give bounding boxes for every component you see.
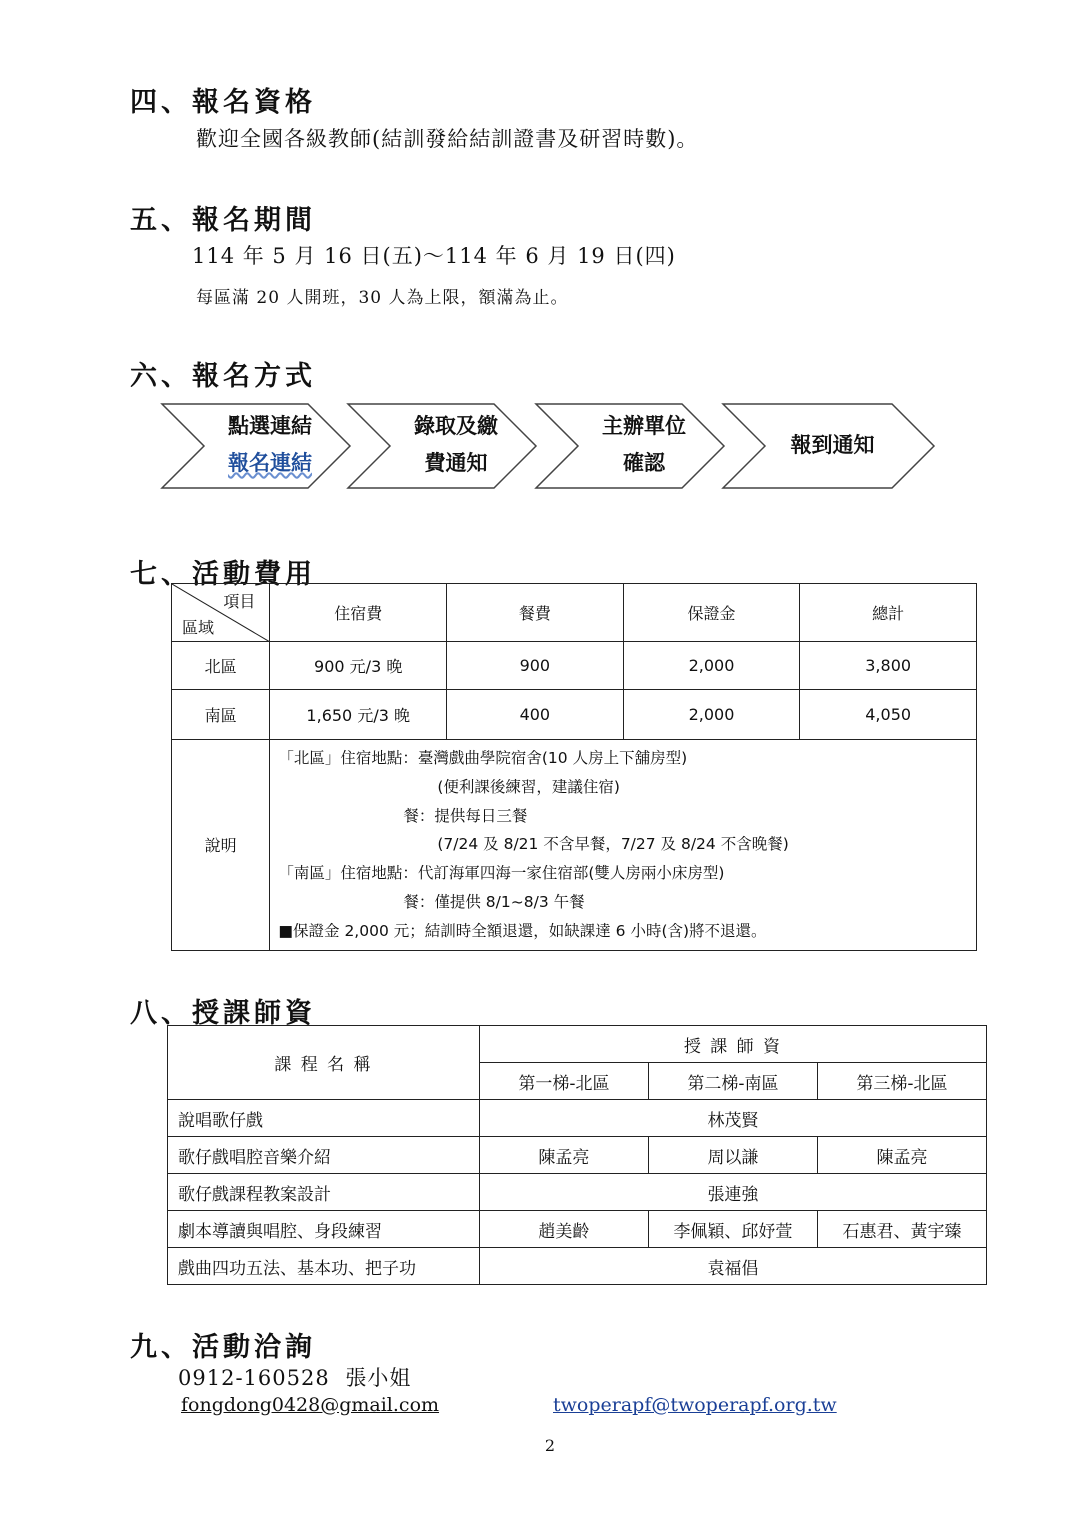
flow-step-4-line1: 報到通知 — [790, 433, 875, 457]
page-number: 2 — [544, 1436, 556, 1455]
contact-phone: 0912-160528 — [178, 1366, 330, 1390]
table-row — [168, 1211, 987, 1248]
fee-cell: 1,650 元/3 晚 — [270, 690, 447, 740]
flow-step-2-line1: 錄取及繳 — [414, 414, 498, 438]
fee-corner-cell — [172, 584, 270, 642]
section-title-contact: 九、活動洽詢 — [130, 1332, 316, 1363]
fee-header-deposit: 保證金 — [623, 584, 800, 642]
course-name: 說唱歌仔戲 — [168, 1100, 480, 1137]
section-title-instructors: 八、授課師資 — [130, 998, 316, 1029]
instructor-session-3: 陳孟亮 — [817, 1137, 986, 1174]
note-north-meals: 餐：提供每日三餐 — [403, 806, 528, 825]
class-size-note: 每區滿 20 人開班，30 人為上限，額滿為止。 — [196, 288, 569, 308]
section-title-eligibility: 四、報名資格 — [130, 87, 316, 118]
session-3-header: 第三梯-北區 — [817, 1063, 986, 1100]
instructor-all-sessions: 林茂賢 — [479, 1100, 986, 1137]
instructor-session-2: 李佩穎、邱妤萱 — [648, 1211, 817, 1248]
fee-header-lodging: 住宿費 — [270, 584, 447, 642]
fee-header-row — [172, 584, 977, 642]
eligibility-text: 歡迎全國各級教師(結訓發給結訓證書及研習時數)。 — [196, 127, 699, 151]
instructor-session-2: 周以謙 — [648, 1137, 817, 1174]
instructor-session-3: 石惠君、黃宇臻 — [817, 1211, 986, 1248]
flow-step-3-line1: 主辦單位 — [602, 414, 686, 438]
corner-region-label: 區域 — [182, 618, 215, 637]
instructor-table — [167, 1025, 987, 1285]
fee-cell: 400 — [447, 690, 624, 740]
note-north-lodging-detail: (便利課後練習，建議住宿) — [437, 777, 620, 796]
note-south-lodging: 「南區」住宿地點：代訂海軍四海一家住宿部(雙人房兩小床房型) — [278, 864, 725, 883]
instructor-header: 授 課 師 資 — [479, 1026, 986, 1063]
fee-row-south — [172, 690, 977, 740]
fee-cell: 4,050 — [800, 690, 977, 740]
fee-cell: 900 — [447, 642, 624, 690]
fee-cell: 3,800 — [800, 642, 977, 690]
fee-row-north — [172, 642, 977, 690]
note-north-lodging: 「北區」住宿地點：臺灣戲曲學院宿舍(10 人房上下舖房型) — [278, 749, 688, 767]
fee-notes-label: 說明 — [172, 740, 270, 951]
course-name-header: 課 程 名 稱 — [168, 1026, 480, 1100]
fee-region-north: 北區 — [172, 642, 270, 690]
course-name: 歌仔戲唱腔音樂介紹 — [168, 1137, 480, 1174]
note-north-meals-detail: (7/24 及 8/21 不含早餐，7/27 及 8/24 不含晚餐) — [437, 835, 789, 854]
instructor-all-sessions: 張連強 — [479, 1174, 986, 1211]
fee-table — [171, 583, 977, 951]
flow-step-3-line2: 確認 — [623, 451, 665, 475]
registration-date-range: 114 年 5 月 16 日(五)～114 年 6 月 19 日(四) — [192, 244, 676, 268]
flow-step-2-line2: 費通知 — [424, 451, 488, 475]
course-name: 戲曲四功五法、基本功、把子功 — [168, 1248, 480, 1285]
section-title-registration-period: 五、報名期間 — [130, 205, 316, 236]
table-row — [168, 1100, 987, 1137]
section-title-registration-method: 六、報名方式 — [130, 361, 316, 392]
note-deposit: ■保證金 2,000 元；結訓時全額退還，如缺課達 6 小時(含)將不退還。 — [278, 921, 767, 940]
registration-flow — [160, 402, 940, 490]
registration-link[interactable]: 報名連結 — [228, 451, 312, 475]
section-title-fees: 七、活動費用 — [130, 559, 316, 590]
flow-step-3 — [584, 408, 704, 482]
instructor-all-sessions: 袁福倡 — [479, 1248, 986, 1285]
instructor-header-row — [168, 1026, 987, 1063]
flow-step-2 — [396, 408, 516, 482]
instructor-session-1: 陳孟亮 — [479, 1137, 648, 1174]
fee-cell: 900 元/3 晚 — [270, 642, 447, 690]
course-name: 歌仔戲課程教案設計 — [168, 1174, 480, 1211]
fee-region-south: 南區 — [172, 690, 270, 740]
organization-email-link[interactable]: twoperapf@twoperapf.org.tw — [553, 1394, 837, 1416]
contact-line — [178, 1362, 411, 1392]
contact-email-link[interactable]: fongdong0428@gmail.com — [181, 1394, 440, 1416]
flow-step-1-label: 點選連結 — [228, 414, 312, 438]
flow-step-1 — [210, 408, 330, 482]
contact-name: 張小姐 — [345, 1366, 412, 1390]
flow-step-4 — [770, 427, 895, 464]
table-row — [168, 1248, 987, 1285]
note-south-meals: 餐：僅提供 8/1~8/3 午餐 — [403, 892, 585, 911]
table-row — [168, 1137, 987, 1174]
instructor-session-1: 趙美齡 — [479, 1211, 648, 1248]
corner-item-label: 項目 — [223, 592, 256, 611]
session-2-header: 第二梯-南區 — [648, 1063, 817, 1100]
fee-cell: 2,000 — [623, 690, 800, 740]
session-1-header: 第一梯-北區 — [479, 1063, 648, 1100]
fee-notes-row — [172, 740, 977, 951]
fee-cell: 2,000 — [623, 642, 800, 690]
course-name: 劇本導讀與唱腔、身段練習 — [168, 1211, 480, 1248]
fee-notes — [270, 740, 977, 951]
fee-header-total: 總計 — [800, 584, 977, 642]
fee-header-meals: 餐費 — [447, 584, 624, 642]
table-row — [168, 1174, 987, 1211]
